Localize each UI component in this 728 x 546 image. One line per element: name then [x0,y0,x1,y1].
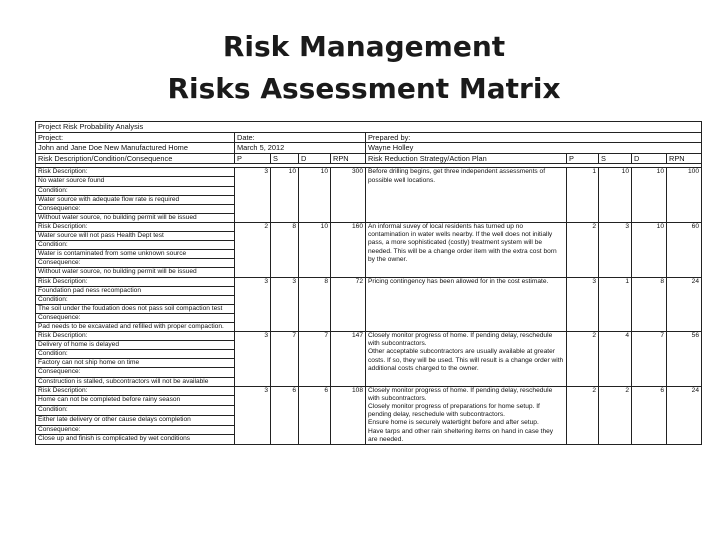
risk-row [36,277,702,286]
condition: Either late delivery or other cause delays completion [36,415,235,425]
risk-score-p: 3 [235,386,271,444]
residual-score-p: 2 [567,332,599,387]
risk-description: No water source found [36,177,235,186]
residual-score-d: 10 [632,222,667,277]
residual-score-s: 4 [599,332,632,387]
action-plan [366,332,567,387]
risk-score-s: 10 [271,168,299,223]
risk-score-p: 3 [235,168,271,223]
action-plan-line: Closely monitor progress of preparations for home setup. If pending delay, reschedule with subcontractors. [368,403,540,419]
action-plan [366,277,567,332]
header-rpn-after: RPN [667,153,702,164]
risk-row [36,222,702,231]
header-p-after: P [567,153,599,164]
action-plan-line: Pricing contingency has been allowed for in the cost estimate. [368,277,549,285]
consequence-label: Consequence: [36,425,235,435]
risk-description: Home can not be completed before rainy season [36,396,235,406]
action-plan-line: Closely monitor progress of home. If pending delay, reschedule with subcontractors. [368,332,553,348]
risk-row [36,332,702,341]
risk-description: Water source will not pass Health Dept test [36,232,235,241]
risk-score-p: 2 [235,222,271,277]
header-rpn: RPN [331,153,366,164]
header-s: S [271,153,299,164]
risk-score-rpn: 147 [331,332,366,387]
action-plan [366,386,567,444]
section-label: Project Risk Probability Analysis [36,122,702,133]
risk-score-rpn: 160 [331,222,366,277]
residual-score-rpn: 60 [667,222,702,277]
risk-row [36,386,702,396]
date-label: Date: [235,132,366,143]
residual-score-p: 1 [567,168,599,223]
action-plan-line: Have tarps and other rain sheltering items on hand in case they are needed. [368,427,554,443]
risk-description-label: Risk Description: [36,168,235,177]
residual-score-p: 3 [567,277,599,332]
condition-label: Condition: [36,350,235,359]
risk-score-d: 10 [299,168,331,223]
risk-score-rpn: 72 [331,277,366,332]
risk-score-d: 6 [299,386,331,444]
risk-description: Delivery of home is delayed [36,341,235,350]
action-plan [366,168,567,223]
risk-score-rpn: 300 [331,168,366,223]
risk-matrix-table [35,121,702,445]
risk-score-d: 8 [299,277,331,332]
condition-label: Condition: [36,186,235,195]
risk-score-p: 3 [235,277,271,332]
condition-label: Condition: [36,241,235,250]
residual-score-s: 1 [599,277,632,332]
risk-description-label: Risk Description: [36,332,235,341]
title-line-2: Risks Assessment Matrix [167,72,561,105]
consequence: Construction is stalled, subcontractors will not be available [36,377,235,386]
header-s-after: S [599,153,632,164]
action-plan-line: Ensure home is securely watertight before and after setup. [368,419,539,427]
residual-score-s: 10 [599,168,632,223]
prepared-by-label: Prepared by: [366,132,702,143]
header-strategy: Risk Reduction Strategy/Action Plan [366,153,567,164]
condition-label: Condition: [36,406,235,416]
residual-score-d: 6 [632,386,667,444]
risk-description-label: Risk Description: [36,386,235,396]
header-d: D [299,153,331,164]
residual-score-rpn: 24 [667,386,702,444]
risk-score-d: 10 [299,222,331,277]
consequence: Without water source, no building permit will be issued [36,213,235,222]
risk-score-s: 8 [271,222,299,277]
title-line-1: Risk Management [222,30,506,63]
risk-score-p: 3 [235,332,271,387]
date-value: March 5, 2012 [235,143,366,154]
residual-score-s: 2 [599,386,632,444]
prepared-by-value: Wayne Holley [366,143,702,154]
risk-score-d: 7 [299,332,331,387]
residual-score-s: 3 [599,222,632,277]
condition: Factory can not ship home on time [36,359,235,368]
residual-score-p: 2 [567,222,599,277]
consequence: Close up and finish is complicated by wet conditions [36,435,235,445]
project-label: Project: [36,132,235,143]
risk-score-s: 6 [271,386,299,444]
risk-description: Foundation pad ness recompaction [36,286,235,295]
consequence: Without water source, no building permit will be issued [36,268,235,277]
risk-score-rpn: 108 [331,386,366,444]
consequence-label: Consequence: [36,313,235,322]
consequence: Pad needs to be excavated and refilled with proper compaction. [36,322,235,331]
risk-row [36,168,702,177]
risk-description-label: Risk Description: [36,222,235,231]
risk-score-s: 3 [271,277,299,332]
condition: Water is contaminated from some unknown source [36,250,235,259]
condition-label: Condition: [36,295,235,304]
action-plan-line: Other acceptable subcontractors are usually available at greater costs. If so, they will be used. This will result is a change order with additional costs charged to the owner. [368,348,564,372]
residual-score-d: 8 [632,277,667,332]
action-plan-line: Before drilling begins, get three independent assessments of possible well locations. [368,168,546,184]
residual-score-rpn: 56 [667,332,702,387]
action-plan-line: Closely monitor progress of home. If pending delay, reschedule with subcontractors. [368,386,553,402]
risk-score-s: 7 [271,332,299,387]
residual-score-p: 2 [567,386,599,444]
residual-score-rpn: 24 [667,277,702,332]
condition: The soil under the foudation does not pass soil compaction test [36,304,235,313]
residual-score-rpn: 100 [667,168,702,223]
consequence-label: Consequence: [36,204,235,213]
residual-score-d: 10 [632,168,667,223]
consequence-label: Consequence: [36,368,235,377]
header-d-after: D [632,153,667,164]
action-plan [366,222,567,277]
consequence-label: Consequence: [36,259,235,268]
header-p: P [235,153,271,164]
condition: Water source with adequate flow rate is required [36,195,235,204]
risk-description-label: Risk Description: [36,277,235,286]
project-value: John and Jane Doe New Manufactured Home [36,143,235,154]
residual-score-d: 7 [632,332,667,387]
header-description: Risk Description/Condition/Consequence [36,153,235,164]
action-plan-line: An informal suvey of local residents has turned up no contamination in water wells nearby. If the well does not initially pass, a more sophisticated (costly) treatment system will be needed. This will be a change order item with the extra cost born by the owner. [368,222,557,263]
